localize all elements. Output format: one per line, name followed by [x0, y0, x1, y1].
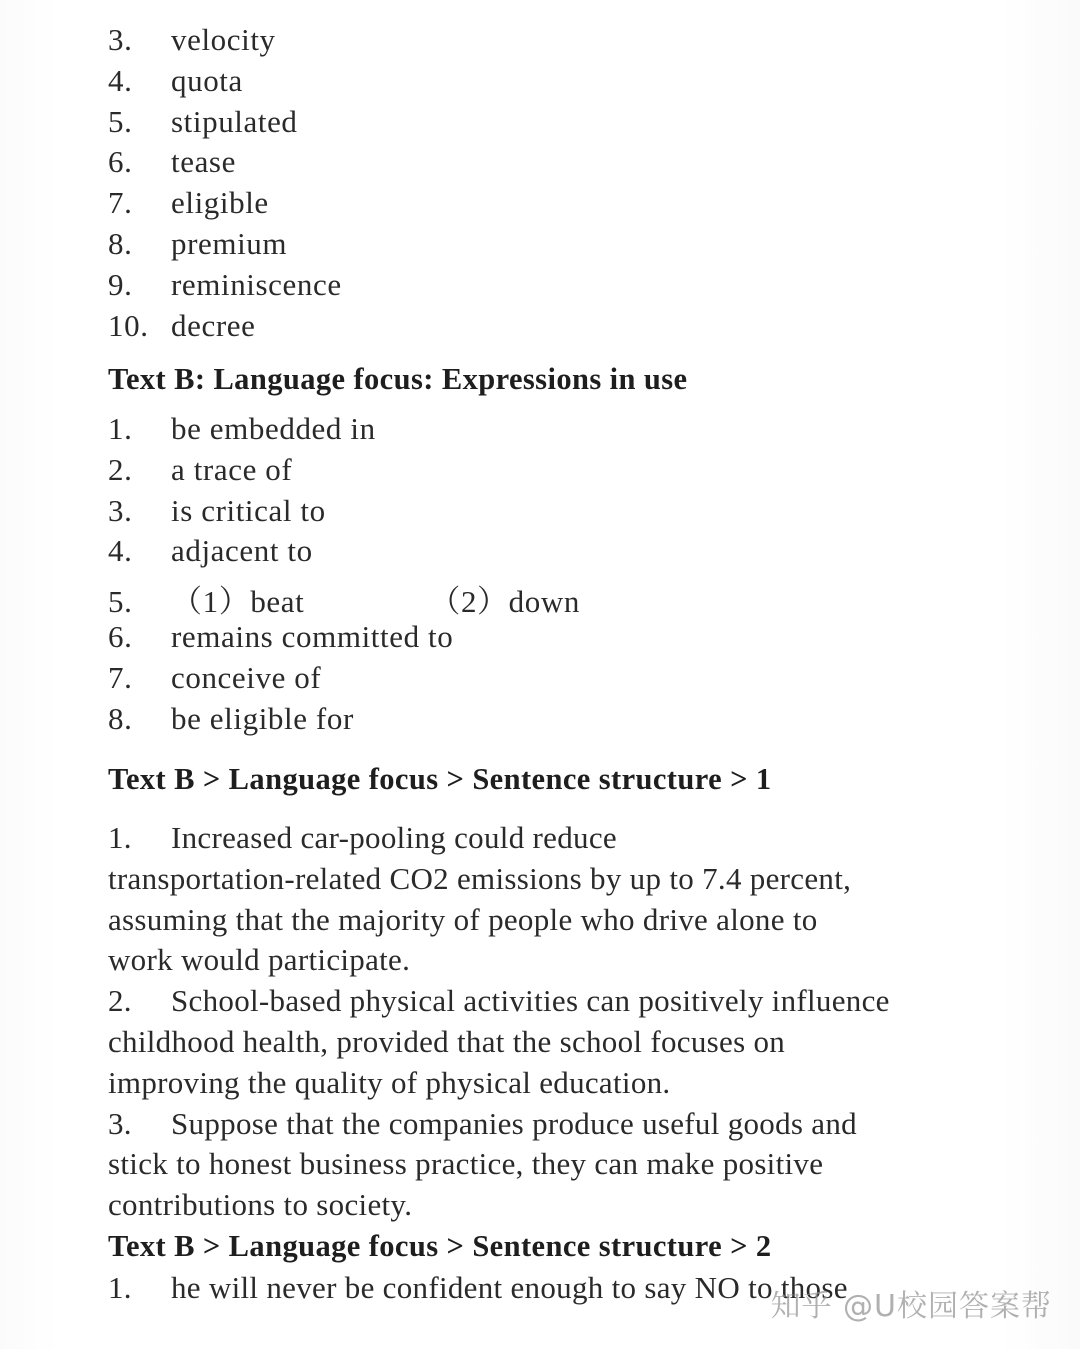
item-text: premium [171, 225, 288, 261]
item-number: 5. [108, 584, 133, 620]
answer-line: he will never be confident enough to say NO to those [171, 1270, 848, 1305]
blank-2-label: （2） [429, 584, 509, 620]
list-item [108, 308, 988, 349]
answer-line: childhood health, provided that the school focuses on [108, 1023, 786, 1059]
item-text: stipulated [171, 103, 298, 139]
list-item [108, 267, 988, 308]
item-text: be eligible for [171, 700, 354, 736]
item-number: 3. [108, 1105, 132, 1141]
item-number: 6. [108, 619, 133, 655]
list-item [108, 226, 988, 267]
answer-line: contributions to society. [108, 1187, 413, 1223]
answer-paragraph [108, 1104, 988, 1226]
answer-line: assuming that the majority of people who drive alone to [108, 901, 818, 937]
item-number: 9. [108, 266, 133, 302]
answer-line: School-based physical activities can positively influence [171, 983, 890, 1019]
list-item [108, 701, 988, 742]
item-text: a trace of [171, 451, 293, 487]
item-number: 6. [108, 144, 133, 180]
list-item [108, 452, 988, 493]
answer-line: Increased car-pooling could reduce [171, 820, 617, 855]
item-number: 7. [108, 659, 133, 695]
answer-paragraph [108, 818, 988, 981]
item-number: 1. [108, 411, 133, 446]
item-text: remains committed to [171, 619, 454, 655]
section-heading-structure-2: Text B > Language focus > Sentence structure > 2 [108, 1229, 772, 1263]
item-number: 8. [108, 225, 133, 261]
item-text: adjacent to [171, 533, 313, 569]
item-text: tease [171, 144, 236, 180]
list-item [108, 144, 988, 185]
item-number: 4. [108, 62, 133, 98]
item-text: decree [171, 307, 256, 343]
list-item [108, 533, 988, 574]
list-item [108, 104, 988, 145]
expressions-list [108, 411, 988, 742]
item-text: velocity [171, 22, 276, 57]
item-number: 3. [108, 492, 133, 528]
item-number: 4. [108, 533, 133, 569]
item-number: 10. [108, 307, 149, 343]
list-item [108, 185, 988, 226]
answer-line: transportation-related CO2 emissions by up to 7.4 percent, [108, 860, 852, 896]
item-text: reminiscence [171, 266, 342, 302]
item-text: is critical to [171, 492, 326, 528]
answer-line: stick to honest business practice, they can make positive [108, 1146, 824, 1182]
list-item [108, 411, 988, 452]
item-number: 7. [108, 185, 133, 221]
item-text: eligible [171, 185, 269, 221]
blank-1-answer: beat [250, 584, 305, 620]
list-item [108, 619, 988, 660]
blank-1-label: （1） [171, 584, 251, 620]
list-item [108, 660, 988, 701]
list-item [108, 63, 988, 104]
list-item [108, 22, 988, 63]
item-number: 1. [108, 820, 132, 855]
item-number: 3. [108, 22, 133, 57]
item-number: 5. [108, 103, 133, 139]
sentence-structure-1-answers [108, 818, 988, 1226]
list-item [108, 574, 988, 619]
blank-2-answer: down [508, 584, 580, 620]
answer-line: work would participate. [108, 942, 411, 978]
answer-line: improving the quality of physical education. [108, 1064, 671, 1100]
item-text: be embedded in [171, 411, 376, 446]
list-item [108, 493, 988, 534]
item-number: 2. [108, 983, 132, 1019]
section-heading-structure-1: Text B > Language focus > Sentence structure > 1 [108, 762, 772, 796]
answer-line: Suppose that the companies produce useful goods and [171, 1105, 857, 1141]
item-text: conceive of [171, 659, 322, 695]
item-number: 2. [108, 451, 133, 487]
item-text: quota [171, 62, 243, 98]
section-heading-expressions: Text B: Language focus: Expressions in use [108, 362, 688, 396]
answer-paragraph [108, 981, 988, 1103]
zhihu-watermark: 知乎 @U校园答案帮 [770, 1289, 1052, 1324]
vocabulary-list [108, 22, 988, 348]
item-number: 1. [108, 1270, 132, 1305]
item-number: 8. [108, 700, 133, 736]
